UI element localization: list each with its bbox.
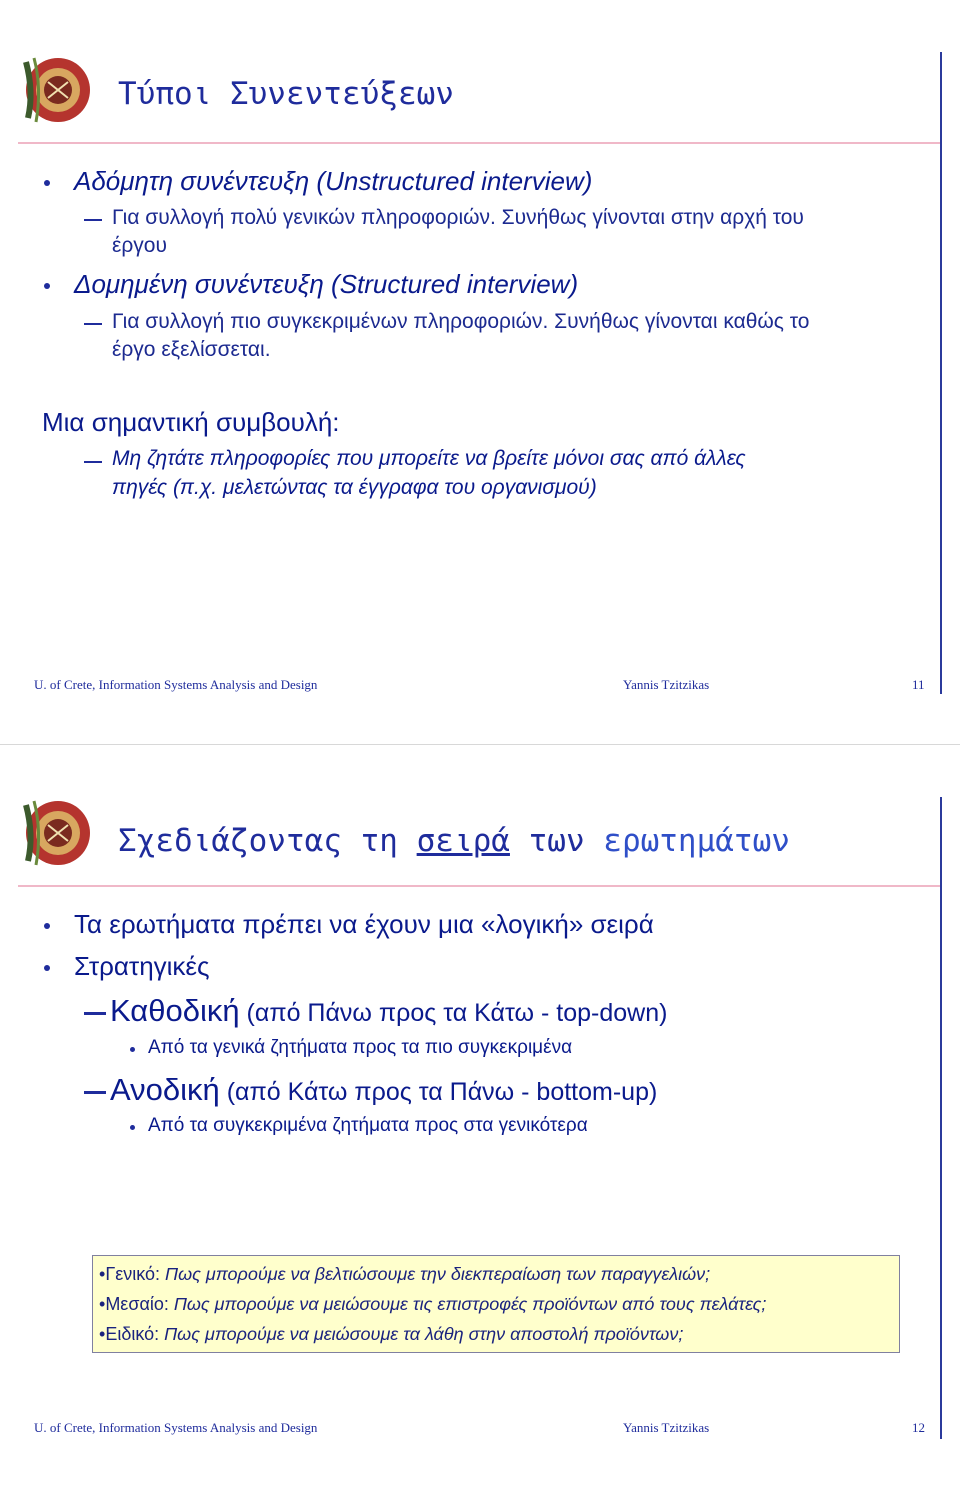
example-text: Πως μπορούμε να μειώσουμε τις επιστροφές προϊόντων από τους πελάτες; — [173, 1294, 767, 1314]
strategy-top-down-sub: Από τα γενικά ζητήματα προς τα πιο συγκεκριμένα — [148, 1037, 573, 1058]
bullet-structured: Δομημένη συνέντευξη (Structured interview) — [74, 269, 579, 299]
dash — [84, 323, 102, 325]
strategy-bottom-up — [110, 1072, 657, 1108]
dash — [84, 219, 102, 221]
bullet-dot — [44, 965, 50, 971]
bullet-dot — [130, 1047, 135, 1052]
example-specific: •Ειδικό: Πως μπορούμε να μειώσουμε τα λάθη στην αποστολή προϊόντων; — [99, 1324, 684, 1344]
example-general: •Γενικό: Πως μπορούμε να βελτιώσουμε την διεκπεραίωση των παραγγελιών; — [99, 1264, 711, 1284]
example-label: Γενικό: — [105, 1264, 166, 1284]
example-label: Ειδικό: — [105, 1324, 165, 1344]
footer-page-number: 11 — [912, 677, 925, 692]
title-emphasis-order: σειρά — [416, 823, 510, 859]
bullet-dot — [130, 1125, 135, 1130]
slide-right-rule — [940, 797, 942, 1439]
footer-course: U. of Crete, Information Systems Analysis and Design — [34, 677, 318, 692]
example-text: Πως μπορούμε να μειώσουμε τα λάθη στην αποστολή προϊόντων; — [164, 1324, 684, 1344]
bullet-dot — [44, 283, 50, 289]
sub-structured-line1: Για συλλογή πιο συγκεκριμένων πληροφοριών. Συνήθως γίνονται καθώς το — [112, 310, 810, 333]
sub-structured-line2: έργο εξελίσσεται. — [112, 338, 271, 361]
slide-title: Τύποι Συνεντεύξεων — [118, 76, 454, 112]
university-seal-logo — [18, 52, 92, 126]
bullet-dot — [44, 180, 50, 186]
advice-heading: Μια σημαντική συμβουλή: — [42, 407, 340, 437]
advice-line2: πηγές (π.χ. μελετώντας τα έγγραφα του οργανισμού) — [112, 476, 597, 499]
bullet-dot — [44, 923, 50, 929]
example-text: Πως μπορούμε να βελτιώσουμε την διεκπεραίωση των παραγγελιών; — [165, 1264, 711, 1284]
slide-right-rule — [940, 52, 942, 694]
slide-12 — [0, 745, 960, 1489]
title-part: Σχεδιάζοντας τη — [118, 823, 417, 859]
footer-course: U. of Crete, Information Systems Analysis and Design — [34, 1420, 318, 1435]
university-seal-logo — [18, 795, 92, 869]
title-part: των — [509, 823, 604, 859]
footer-author: Yannis Tzitzikas — [623, 677, 710, 692]
example-medium: •Μεσαίο: Πως μπορούμε να μειώσουμε τις επιστροφές προϊόντων από τους πελάτες; — [99, 1294, 767, 1314]
title-emphasis-questions: ερωτημάτων — [603, 823, 790, 859]
slide-title — [118, 823, 790, 859]
title-rule — [18, 885, 942, 887]
title-rule — [18, 142, 942, 144]
strategy-bottom-up-sub: Από τα συγκεκριμένα ζητήματα προς στα γενικότερα — [148, 1115, 588, 1136]
advice-line1: Μη ζητάτε πληροφορίες που μπορείτε να βρείτε μόνοι σας από άλλες — [112, 447, 746, 470]
examples-box — [92, 1255, 900, 1353]
strategy-detail: (από Πάνω προς τα Κάτω - top-down) — [239, 999, 668, 1027]
sub-unstructured-line1: Για συλλογή πολύ γενικών πληροφοριών. Συνήθως γίνονται στην αρχή του — [112, 206, 804, 229]
footer-page-number: 12 — [912, 1420, 925, 1435]
dash — [84, 1091, 106, 1094]
strategy-name: Καθοδική — [110, 993, 240, 1028]
dash — [84, 1012, 106, 1015]
sub-unstructured-line2: έργου — [112, 234, 167, 257]
dash — [84, 461, 102, 463]
strategy-name: Ανοδική — [110, 1072, 220, 1107]
footer-author: Yannis Tzitzikas — [623, 1420, 710, 1435]
bullet-strategies: Στρατηγικές — [74, 951, 210, 981]
strategy-top-down — [110, 993, 667, 1029]
example-label: Μεσαίο: — [105, 1294, 174, 1314]
bullet-unstructured: Αδόμητη συνέντευξη (Unstructured interview) — [74, 166, 593, 196]
strategy-detail: (από Κάτω προς τα Πάνω - bottom-up) — [219, 1078, 658, 1106]
bullet-logical-order: Τα ερωτήματα πρέπει να έχουν μια «λογική» σειρά — [74, 909, 654, 939]
